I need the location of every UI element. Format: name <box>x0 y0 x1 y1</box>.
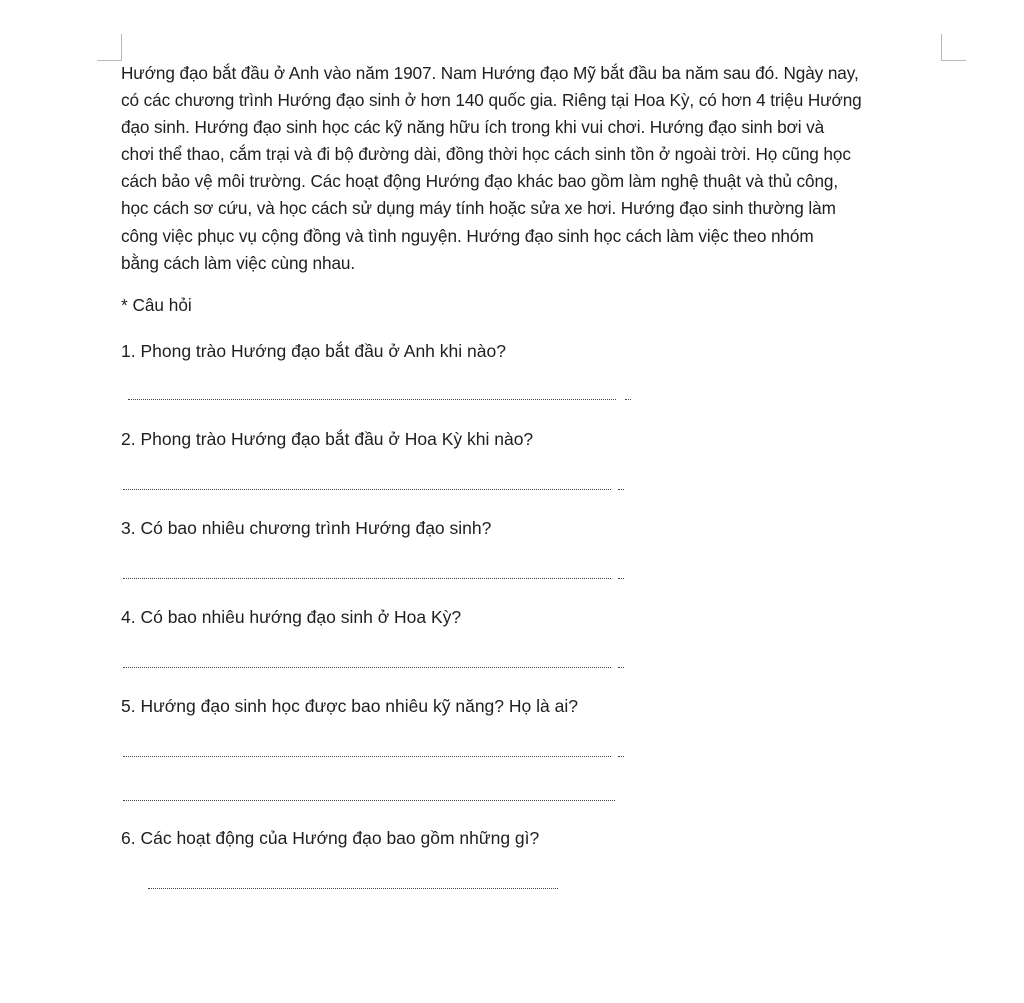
question-2: 2. Phong trào Hướng đạo bắt đầu ở Hoa Kỳ khi nào? <box>121 429 534 449</box>
question-5: 5. Hướng đạo sinh học được bao nhiêu kỹ năng? Họ là ai? <box>121 696 578 716</box>
passage-line: đạo sinh. Hướng đạo sinh học các kỹ năng hữu ích trong khi vui chơi. Hướng đạo sinh bơi và <box>121 117 825 138</box>
document-body[interactable] <box>121 60 951 848</box>
passage-line: bằng cách làm việc cùng nhau. <box>121 252 356 273</box>
passage-line: chơi thể thao, cắm trại và đi bộ đường dài, đồng thời học cách sinh tồn ở ngoài trời. Họ cũng học <box>121 144 851 165</box>
passage-line: học cách sơ cứu, và học cách sử dụng máy tính hoặc sửa xe hơi. Hướng đạo sinh thường làm <box>121 198 836 219</box>
passage-line: Hướng đạo bắt đầu ở Anh vào năm 1907. Nam Hướng đạo Mỹ bắt đầu ba năm sau đó. Ngày nay, <box>121 63 859 83</box>
passage-line: cách bảo vệ môi trường. Các hoạt động Hướng đạo khác bao gồm làm nghệ thuật và thủ công, <box>121 171 839 192</box>
questions-heading: * Câu hỏi <box>121 295 192 315</box>
answer-line-4[interactable] <box>123 658 627 668</box>
passage-line: có các chương trình Hướng đạo sinh ở hơn 140 quốc gia. Riêng tại Hoa Kỳ, có hơn 4 triệu Hướng <box>121 90 862 111</box>
answer-line-6[interactable] <box>148 879 560 889</box>
answer-line-5b[interactable] <box>123 791 617 801</box>
margin-crop-mark-left <box>97 34 122 61</box>
question-4: 4. Có bao nhiêu hướng đạo sinh ở Hoa Kỳ? <box>121 607 462 627</box>
question-1: 1. Phong trào Hướng đạo bắt đầu ở Anh khi nào? <box>121 341 506 361</box>
answer-line-5a[interactable] <box>123 747 627 757</box>
answer-line-1[interactable] <box>128 390 636 400</box>
question-6: 6. Các hoạt động của Hướng đạo bao gồm những gì? <box>121 828 540 848</box>
margin-crop-mark-right <box>941 34 966 61</box>
passage-line: công việc phục vụ cộng đồng và tình nguyện. Hướng đạo sinh học cách làm việc theo nhóm <box>121 225 814 246</box>
answer-line-2[interactable] <box>123 480 627 490</box>
reading-passage <box>121 60 951 277</box>
answer-line-3[interactable] <box>123 569 627 579</box>
question-3: 3. Có bao nhiêu chương trình Hướng đạo sinh? <box>121 518 492 538</box>
